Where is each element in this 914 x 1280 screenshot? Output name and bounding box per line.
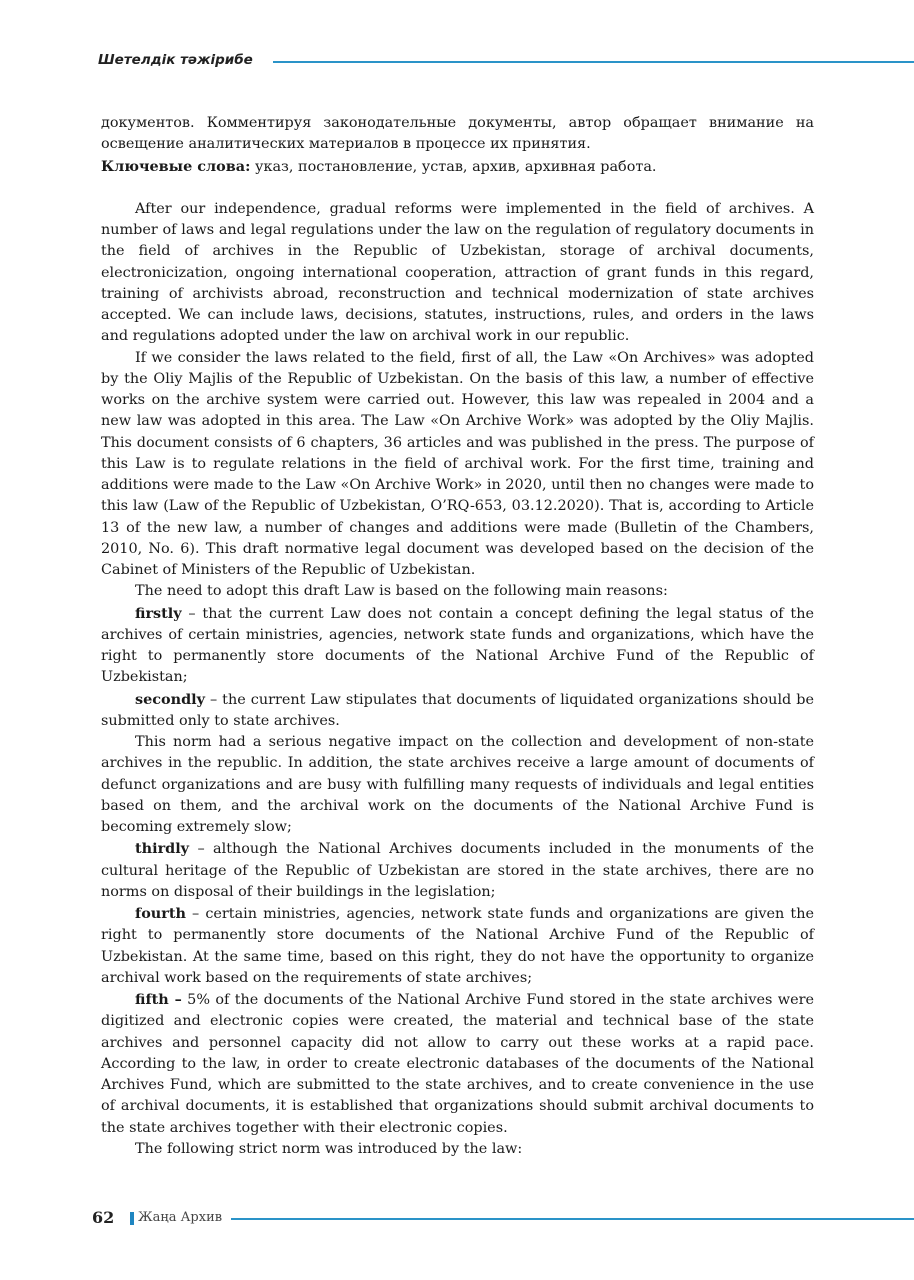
paragraph: The following strict norm was introduced by the law:	[135, 1140, 523, 1157]
running-footer	[92, 1208, 914, 1232]
reason-fifth	[101, 989, 814, 1139]
reason-text: 5% of the documents of the National Archive Fund stored in the state archives were digitized and electronic copies were created, the material and technical base of the state archives and personnel capacity did not allow to carry out these works at a rapid pace. According to the law, in order to create electronic databases of the documents of the National Archives Fund, which are submitted to the state archives, and to create convenience in the use of archival documents, it is established that organizations should submit archival documents to the state archives together with their electronic copies.	[101, 992, 814, 1136]
reason-text: – although the National Archives documents included in the monuments of the cultural heritage of the Republic of Uzbekistan are stored in the state archives, there are no norms on disposal of their buildings in the legislation;	[101, 841, 814, 900]
reason-label: fifth –	[135, 991, 182, 1008]
paragraph: This norm had a serious negative impact on the collection and development of non-state archives in the republic. In addition, the state archives receive a large amount of documents of defunct organizations and are busy with fulfilling many requests of individuals and legal entities based on them, and the archival work on the documents of the National Archive Fund is becoming extremely slow;	[101, 734, 814, 835]
running-header	[98, 50, 914, 74]
reason-text: – the current Law stipulates that documents of liquidated organizations should be submitted only to state archives.	[101, 691, 814, 729]
footer-divider	[231, 1218, 914, 1220]
reason-firstly	[101, 603, 814, 689]
header-divider	[273, 61, 914, 63]
keywords-label: Ключевые слова:	[101, 157, 251, 175]
reason-fourth	[101, 903, 814, 989]
reason-thirdly	[101, 838, 814, 903]
journal-name: Жаңа Архив	[138, 1210, 223, 1225]
footer-accent-bar	[130, 1212, 134, 1225]
paragraph: If we consider the laws related to the field, first of all, the Law «On Archives» was adopted by the Oliy Majlis of the Republic of Uzbekistan. On the basis of this law, a number of effective works on the archive system were carried out. However, this law was repealed in 2004 and a new law was adopted in this area. The Law «On Archive Work» was adopted by the Oliy Majlis. This document consists of 6 chapters, 36 articles and was published in the press. The purpose of this Law is to regulate relations in the field of archival work. For the first time, training and additions were made to the Law «On Archive Work» in 2020, until then no changes were made to this law (Law of the Republic of Uzbekistan, O’RQ-653, 03.12.2020). That is, according to Article 13 of the new law, a number of changes and additions were made (Bulletin of the Chambers, 2010, No. 6). This draft normative legal document was developed based on the decision of the Cabinet of Ministers of the Republic of Uzbekistan.	[101, 349, 814, 578]
page-number: 62	[92, 1208, 115, 1227]
reason-label: firstly	[135, 604, 182, 622]
abstract-continuation: документов. Комментируя законодательные документы, автор обращает внимание на освещение аналитических материалов в процессе их принятия.	[101, 115, 814, 153]
reason-text: – certain ministries, agencies, network state funds and organizations are given the right to permanently store documents of the National Archive Fund of the Republic of Uzbekistan. At the same time, based on this right, they do not have the opportunity to organize archival work based on the requirements of state archives;	[101, 906, 814, 986]
keywords-line	[101, 156, 814, 178]
reason-text: – that the current Law does not contain a concept defining the legal status of the archives of certain ministries, agencies, network state funds and organizations, which have the right to permanently store documents of the National Archive Fund of the Republic of Uzbekistan;	[101, 605, 814, 686]
paragraph-gap	[101, 178, 814, 199]
reason-label: secondly	[135, 690, 205, 708]
reason-label: thirdly	[135, 840, 190, 858]
section-title: Шетелдік тәжірибе	[98, 52, 253, 68]
paragraph: After our independence, gradual reforms were implemented in the field of archives. A number of laws and legal regulations under the law on the regulation of regulatory documents in the field of archives in the Republic of Uzbekistan, storage of archival documents, electronicization, ongoing international cooperation, attraction of grant funds in this regard, training of archivists abroad, reconstruction and technical modernization of state archives accepted. We can include laws, decisions, statutes, instructions, rules, and orders in the laws and regulations adopted under the law on archival work in our republic.	[101, 200, 814, 345]
article-body	[101, 113, 814, 1160]
keywords-text: указ, постановление, устав, архив, архивная работа.	[250, 158, 657, 175]
reason-label: fourth	[135, 905, 186, 922]
reason-secondly	[101, 689, 814, 733]
paragraph: The need to adopt this draft Law is based on the following main reasons:	[135, 583, 668, 600]
